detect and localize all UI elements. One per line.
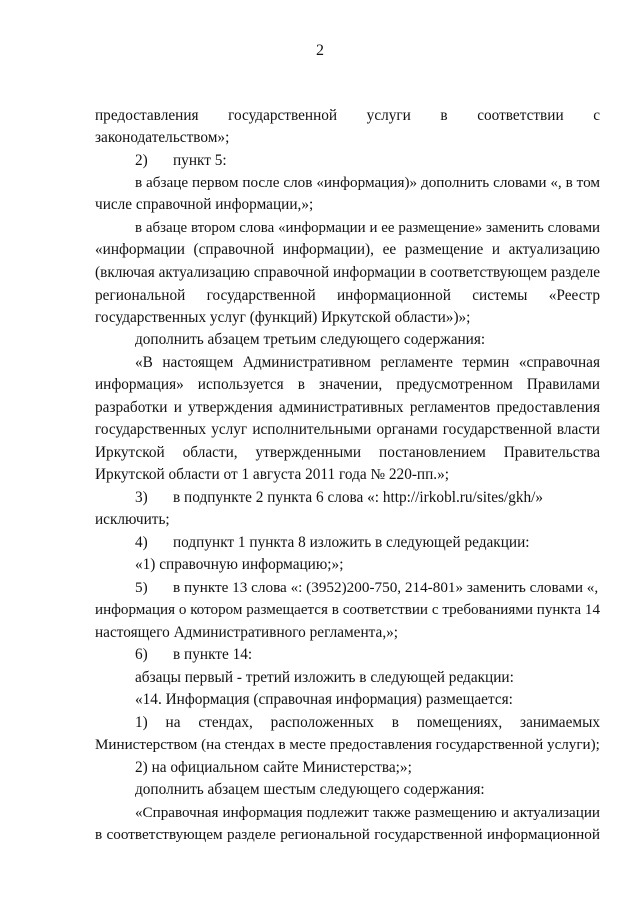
item-marker: 5) <box>135 579 148 596</box>
item-text: в пункте 13 слова «: (3952)200-750, 214-801» заменить словами «, <box>173 579 599 596</box>
text-line: «информации (справочной информации), ее размещение и актуализацию <box>95 241 600 258</box>
text-line: в соответствующем разделе региональной государственной информационной <box>95 826 600 843</box>
text-line: «14. Информация (справочная информация) размещается: <box>135 691 513 708</box>
text-line: законодательством»; <box>95 129 230 146</box>
text-line: (включая актуализацию справочной информации в соответствующем разделе <box>95 264 601 281</box>
list-item <box>135 578 600 598</box>
text-line: «1) справочную информацию;»; <box>135 556 344 573</box>
text-line: в абзаце втором слова «информации и ее размещение» заменить словами <box>135 220 600 236</box>
item-text: подпункт 1 пункта 8 изложить в следующей редакции: <box>173 534 530 551</box>
list-item <box>135 151 600 171</box>
text-line: числе справочной информации,»; <box>95 196 314 213</box>
list-item <box>135 488 600 508</box>
text-line: региональной государственной информационной системы «Реестр <box>95 287 600 304</box>
page-number: 2 <box>316 42 324 59</box>
list-item <box>135 645 600 665</box>
text-line: информация о котором размещается в соответствии с требованиями пункта 14 <box>95 602 600 618</box>
text-line: государственных услуг исполнительными органами государственной власти <box>95 421 600 438</box>
text-line: исключить; <box>95 511 170 528</box>
item-text: в подпункте 2 пункта 6 слова «: http://irkobl.ru/sites/gkh/» <box>173 489 544 506</box>
text-line: настоящего Административного регламента,»; <box>95 624 399 641</box>
text-line: дополнить абзацем шестым следующего содержания: <box>135 781 485 798</box>
list-item <box>135 533 600 553</box>
item-text: в пункте 14: <box>173 646 253 663</box>
text-line: абзацы первый - третий изложить в следующей редакции: <box>135 669 514 686</box>
text-line: 1) на стендах, расположенных в помещениях, занимаемых <box>135 714 600 731</box>
text-line: «В настоящем Административном регламенте термин «справочная <box>135 354 600 371</box>
text-line: Иркутской области, утвержденными постановлением Правительства <box>95 444 600 461</box>
text-line: информация» используется в значении, предусмотренном Правилами <box>95 376 600 393</box>
text-line: дополнить абзацем третьим следующего содержания: <box>135 331 486 348</box>
text-line: 2) на официальном сайте Министерства;»; <box>135 759 412 776</box>
text-line: государственных услуг (функций) Иркутской области»)»; <box>95 309 471 326</box>
item-marker: 6) <box>135 646 148 663</box>
text-line: Министерством (на стендах в месте предоставления государственной услуги); <box>95 737 600 753</box>
text-line: в абзаце первом после слов «информация)» дополнить словами «, в том <box>135 174 600 191</box>
text-line: предоставления государственной услуги в соответствии с <box>95 107 600 124</box>
text-line: «Справочная информация подлежит также размещению и актуализации <box>135 805 600 821</box>
text-line: разработки и утверждения административных регламентов предоставления <box>95 399 600 416</box>
item-marker: 4) <box>135 534 148 551</box>
item-marker: 2) <box>135 152 148 169</box>
text-line: Иркутской области от 1 августа 2011 года № 220-пп.»; <box>95 466 450 483</box>
item-marker: 3) <box>135 489 148 506</box>
item-text: пункт 5: <box>173 152 227 169</box>
